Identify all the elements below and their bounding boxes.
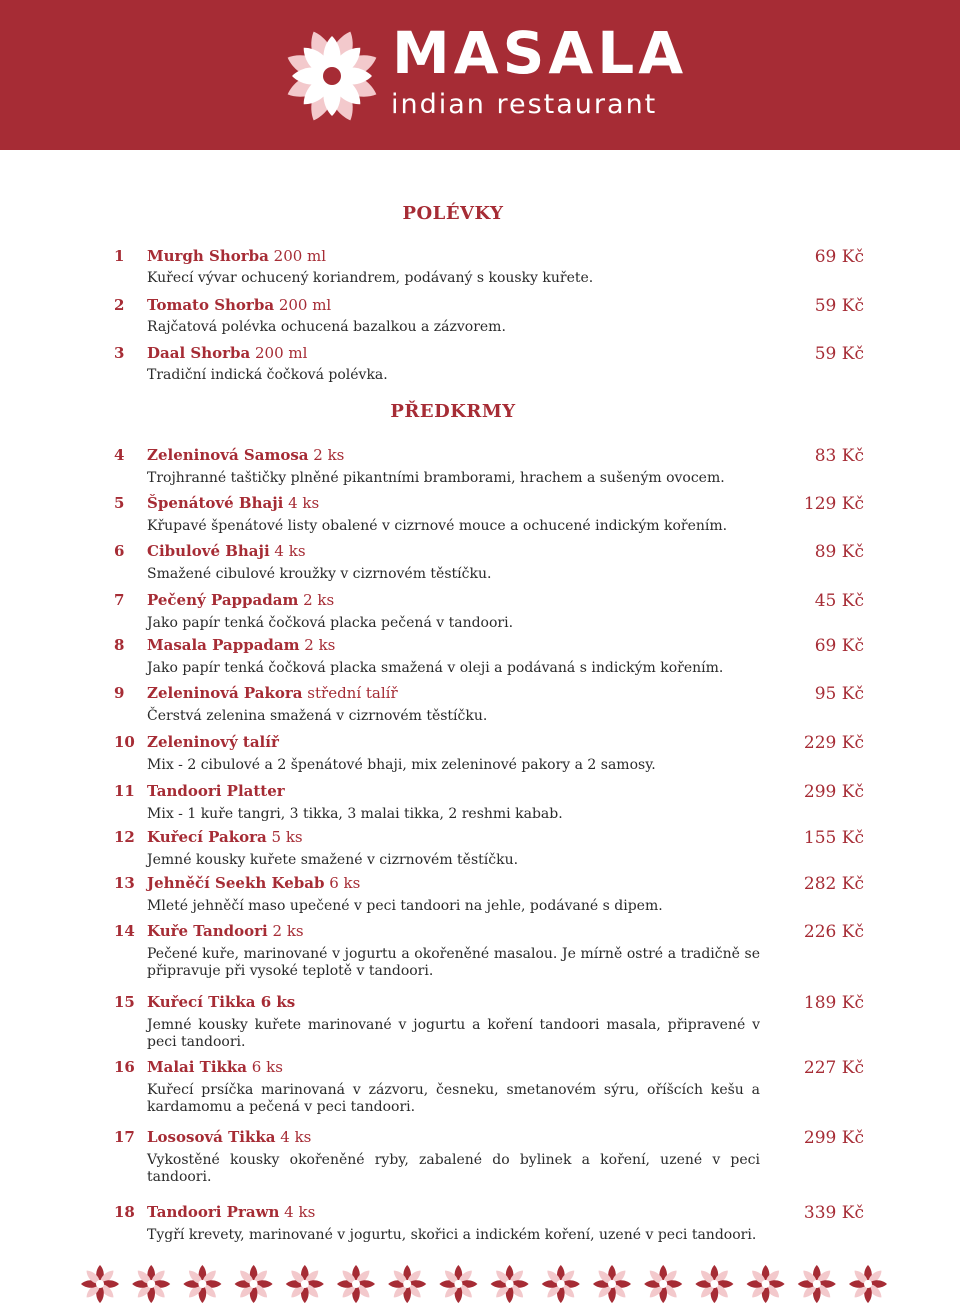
item-number: 8 <box>114 636 125 654</box>
item-number: 3 <box>114 344 125 362</box>
lotus-flower-icon <box>644 1265 682 1303</box>
item-name: Lososová Tikka <box>147 1128 276 1146</box>
item-number: 10 <box>114 733 135 751</box>
item-name: Murgh Shorba <box>147 247 269 265</box>
item-quantity: 2 ks <box>298 591 335 609</box>
item-title <box>147 993 295 1011</box>
item-title <box>147 591 334 609</box>
item-title <box>147 494 319 512</box>
item-quantity: 4 ks <box>283 494 320 512</box>
item-number: 15 <box>114 993 135 1011</box>
item-name: Tandoori Prawn <box>147 1203 280 1221</box>
item-price: 299 Kč <box>803 782 864 802</box>
item-description: Mix - 1 kuře tangri, 3 tikka, 3 malai tikka, 2 reshmi kabab. <box>147 806 563 822</box>
item-number: 13 <box>114 874 135 892</box>
item-name: Malai Tikka <box>147 1058 248 1076</box>
item-title <box>147 1203 315 1221</box>
item-title <box>147 733 279 751</box>
item-quantity: 4 ks <box>269 542 306 560</box>
item-title <box>147 344 307 362</box>
lotus-flower-icon <box>491 1265 529 1303</box>
item-description: Vykostěné kousky okořeněné ryby, zabalené do bylinek a koření, uzené v peci tandoori. <box>147 1152 760 1185</box>
item-title <box>147 684 398 702</box>
lotus-flower-icon <box>132 1265 170 1303</box>
item-price: 45 Kč <box>814 591 864 611</box>
item-name: Zeleninový talíř <box>147 733 279 751</box>
lotus-flower-icon <box>81 1265 119 1303</box>
item-quantity: 200 ml <box>250 344 308 362</box>
item-description: Smažené cibulové kroužky v cizrnovém těstíčku. <box>147 566 492 582</box>
lotus-flower-icon <box>695 1265 733 1303</box>
item-title <box>147 446 344 464</box>
item-description: Rajčatová polévka ochucená bazalkou a zázvorem. <box>147 319 506 335</box>
item-price: 155 Kč <box>803 828 864 848</box>
item-price: 229 Kč <box>803 733 864 753</box>
item-quantity: 6 ks <box>247 1058 283 1076</box>
item-price: 59 Kč <box>814 296 864 316</box>
item-name: Kuřecí Tikka 6 ks <box>147 993 296 1011</box>
item-description: Tygří krevety, marinované v jogurtu, skořici a indickém koření, uzené v peci tandoori. <box>147 1227 757 1243</box>
item-name: Masala Pappadam <box>147 636 300 654</box>
lotus-flower-icon <box>282 26 382 126</box>
item-number: 2 <box>114 296 125 314</box>
item-name: Tomato Shorba <box>147 296 275 314</box>
lotus-flower-icon <box>337 1265 375 1303</box>
item-quantity: 2 ks <box>308 446 345 464</box>
lotus-flower-icon <box>542 1265 580 1303</box>
item-title <box>147 542 306 560</box>
item-name: Tandoori Platter <box>147 782 285 800</box>
item-name: Kuřecí Pakora <box>147 828 267 846</box>
item-description: Pečené kuře, marinované v jogurtu a okořeněné masalou. Je mírně ostré a tradičně se připravuje při vysoké teplotě v tandoori. <box>147 946 760 979</box>
item-quantity: 4 ks <box>275 1128 312 1146</box>
item-number: 17 <box>114 1128 135 1146</box>
item-title <box>147 782 285 800</box>
item-price: 69 Kč <box>814 247 864 267</box>
item-name: Cibulové Bhaji <box>147 542 270 560</box>
footer-ornament <box>0 1262 960 1307</box>
lotus-flower-icon <box>235 1265 273 1303</box>
item-title <box>147 1128 311 1146</box>
header-banner <box>0 0 960 150</box>
item-price: 129 Kč <box>803 494 864 514</box>
item-quantity: 200 ml <box>274 296 332 314</box>
brand-name: MASALA <box>392 19 688 87</box>
item-quantity: 4 ks <box>279 1203 316 1221</box>
item-number: 5 <box>114 494 125 512</box>
item-title <box>147 874 360 892</box>
section-title-starters: PŘEDKRMY <box>390 401 516 422</box>
item-number: 12 <box>114 828 135 846</box>
item-number: 1 <box>114 247 125 265</box>
item-name: Daal Shorba <box>147 344 251 362</box>
item-description: Kuřecí prsíčka marinovaná v zázvoru, česneku, smetanovém sýru, oříšcích kešu a kardamomu a pečená v peci tandoori. <box>147 1082 760 1115</box>
item-description: Jemné kousky kuřete marinované v jogurtu a koření tandoori masala, připravené v peci tandoori. <box>147 1017 760 1050</box>
item-description: Kuřecí vývar ochucený koriandrem, podávaný s kousky kuřete. <box>147 270 594 286</box>
item-price: 59 Kč <box>814 344 864 364</box>
item-name: Kuře Tandoori <box>147 922 268 940</box>
item-number: 6 <box>114 542 125 560</box>
brand-tagline: indian restaurant <box>391 89 658 120</box>
item-quantity: střední talíř <box>302 684 398 702</box>
section-title-soups: POLÉVKY <box>402 203 504 224</box>
item-quantity: 200 ml <box>268 247 327 265</box>
item-title <box>147 828 303 846</box>
item-price: 69 Kč <box>814 636 864 656</box>
lotus-flower-icon <box>747 1265 785 1303</box>
item-name: Pečený Pappadam <box>147 591 299 609</box>
item-description: Křupavé špenátové listy obalené v cizrnové mouce a ochucené indickým kořením. <box>147 518 728 534</box>
item-title <box>147 247 326 265</box>
item-description: Mleté jehněčí maso upečené v peci tandoori na jehle, podávané s dipem. <box>147 898 663 914</box>
lotus-flower-icon <box>798 1265 836 1303</box>
item-number: 9 <box>114 684 125 702</box>
lotus-flower-icon <box>439 1265 477 1303</box>
lotus-flower-icon <box>286 1265 324 1303</box>
item-name: Zeleninová Samosa <box>147 446 309 464</box>
item-price: 227 Kč <box>803 1058 864 1078</box>
item-price: 299 Kč <box>803 1128 864 1148</box>
item-title <box>147 922 304 940</box>
item-description: Trojhranné taštičky plněné pikantními bramborami, hrachem a sušeným ovocem. <box>147 470 725 486</box>
item-title <box>147 1058 283 1076</box>
item-name: Špenátové Bhaji <box>147 494 284 512</box>
item-price: 226 Kč <box>803 922 864 942</box>
lotus-flower-icon <box>388 1265 426 1303</box>
item-name: Jehněčí Seekh Kebab <box>147 874 325 892</box>
item-price: 189 Kč <box>803 993 864 1013</box>
item-description: Tradiční indická čočková polévka. <box>147 367 388 383</box>
item-price: 95 Kč <box>814 684 864 704</box>
item-number: 4 <box>114 446 125 464</box>
item-quantity: 2 ks <box>267 922 304 940</box>
item-price: 282 Kč <box>803 874 864 894</box>
lotus-flower-icon <box>849 1265 887 1303</box>
item-number: 14 <box>114 922 135 940</box>
lotus-flower-icon <box>183 1265 221 1303</box>
item-number: 11 <box>114 782 135 800</box>
item-title <box>147 296 331 314</box>
item-name: Zeleninová Pakora <box>147 684 303 702</box>
item-price: 339 Kč <box>803 1203 864 1223</box>
item-price: 83 Kč <box>814 446 864 466</box>
item-description: Mix - 2 cibulové a 2 špenátové bhaji, mix zeleninové pakory a 2 samosy. <box>147 757 656 773</box>
item-number: 7 <box>114 591 125 609</box>
item-description: Čerstvá zelenina smažená v cizrnovém těstíčku. <box>147 708 488 724</box>
item-description: Jemné kousky kuřete smažené v cizrnovém těstíčku. <box>147 852 519 868</box>
item-number: 18 <box>114 1203 135 1221</box>
item-description: Jako papír tenká čočková placka pečená v tandoori. <box>147 615 514 631</box>
item-description: Jako papír tenká čočková placka smažená v oleji a podávaná s indickým kořením. <box>147 660 724 676</box>
item-title <box>147 636 335 654</box>
item-quantity: 6 ks <box>324 874 361 892</box>
item-quantity: 5 ks <box>266 828 303 846</box>
lotus-flower-icon <box>593 1265 631 1303</box>
item-price: 89 Kč <box>814 542 864 562</box>
item-quantity: 2 ks <box>299 636 336 654</box>
item-number: 16 <box>114 1058 135 1076</box>
